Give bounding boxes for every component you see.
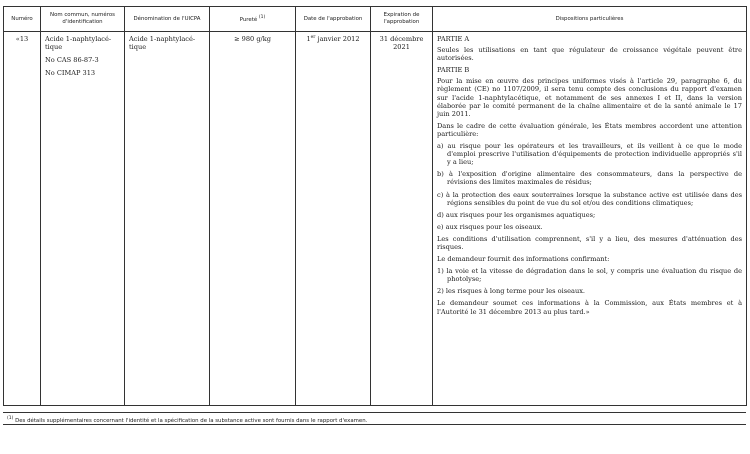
cell-nom-commun [41,32,125,406]
header-date-approbation: Date de l'approbation [296,7,371,32]
partie-a-text: Seules les utilisations en tant que régulateur de croissance végétale peuvent être autorisées. [437,46,742,63]
cas-number: No CAS 86-87-3 [45,56,99,65]
partie-b-title: PARTIE B [437,66,470,75]
cell-expiration: 31 décembre 2021 [371,32,433,406]
header-nom-commun: Nom commun, numéros d'identification [41,7,125,32]
partie-b-text: Pour la mise en œuvre des principes uniformes visés à l'article 29, paragraphe 6, du règlement (CE) no 1107/2009, il sera tenu compte des conclusions du rapport d'examen sur l'acide 1-naphtylacétique, et notamment de ses annexes I et II, dans la version élaborée par le comité permanent de la chaîne alimentaire et de la santé animale le 17 juin 2011. [437,77,742,118]
cell-numero: «13 [4,32,41,406]
partie-a-title: PARTIE A [437,35,470,43]
list-item: d) aux risques pour les organismes aquatiques; [437,210,596,219]
list-item: c) à la protection des eaux souterraines lorsque la substance active est utilisée dans des régions sensibles du point de vue du sol et/ou des conditions climatiques; [437,190,742,207]
cell-dispositions [433,32,747,406]
cimap-number: No CIMAP 313 [45,69,96,78]
header-purete-note: (1) [258,15,266,21]
approval-day-sup: er [310,34,316,40]
cell-purete: ≥ 980 g/kg [210,32,296,406]
approval-day: 1 [306,35,311,43]
header-dispositions: Dispositions particulières [433,7,747,32]
header-expiration: Expiration de l'approbation [371,7,433,32]
header-numero: Numéro [4,7,41,32]
header-purete [210,7,296,32]
table-row [4,32,747,406]
approval-month-year: janvier 2012 [315,35,360,43]
submit-text: Le demandeur soumet ces informations à la Commission, aux États membres et à l'Autorité le 31 décembre 2013 au plus tard.» [437,299,742,316]
list-item: 1) la voie et la vitesse de dégradation dans le sol, y compris une évaluation du risque de photolyse; [437,267,742,284]
cell-iupac [125,32,210,406]
header-purete-label: Pureté [239,16,258,23]
list-item: b) à l'exposition d'origine alimentaire des consommateurs, dans la perspective de révisions des limites maximales de résidus; [437,170,742,187]
conditions-text: Les conditions d'utilisation comprennent, s'il y a lieu, des mesures d'atténuation des risques. [437,234,742,251]
cell-date-approbation [296,32,371,406]
list-item: a) au risque pour les opérateurs et les travailleurs, et ils veillent à ce que le mode d'emploi prescrive l'utilisation d'équipements de protection individuelle appropriés s'il y a lieu; [437,142,742,167]
footnote [3,412,746,425]
attention-intro: Dans le cadre de cette évaluation générale, les États membres accordent une attention particulière: [437,121,742,138]
list-item: e) aux risques pour les oiseaux. [437,222,543,231]
iupac-name: Acide 1-naphtylacé-tique [129,35,196,52]
footnote-marker: (1) [7,416,14,421]
footnote-text: Des détails supplémentaires concernant l'identité et la spécification de la substance active sont fournis dans le rapport d'examen. [13,417,368,424]
substance-name: Acide 1-naphtylacé-tique [45,35,112,52]
header-denomination: Dénomination de l'UICPA [125,7,210,32]
list-item: 2) les risques à long terme pour les oiseaux. [437,287,586,296]
table-header-row [4,7,747,32]
regulation-table [3,6,747,406]
confirm-intro: Le demandeur fournit des informations confirmant: [437,255,610,264]
